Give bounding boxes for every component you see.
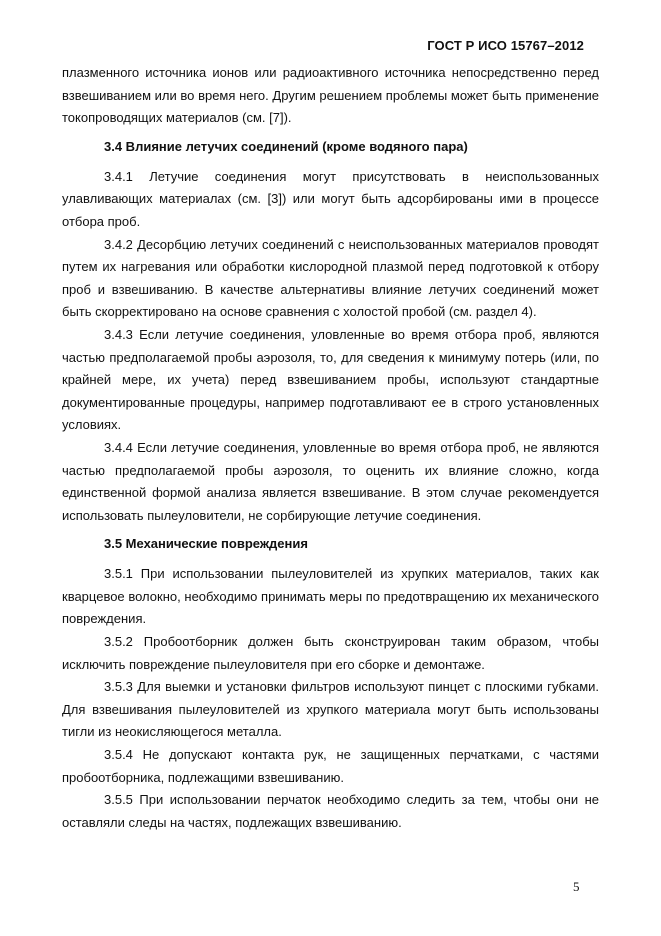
paragraph-3-5-1: 3.5.1 При использовании пылеуловителей из хрупких материалов, таких как кварцевое волокно, необходимо принимать меры по предотвращению их механического повреждения. (62, 566, 599, 627)
paragraph-3-5-2: 3.5.2 Пробоотборник должен быть сконструирован таким образом, чтобы исключить повреждение пылеуловителя при его сборке и демонтаже. (62, 634, 599, 672)
paragraph-3-5-3: 3.5.3 Для выемки и установки фильтров используют пинцет с плоскими губками. Для взвешивания пылеуловителей из хрупкого материала могут быть использованы тигли из неокисляющегося металла. (62, 679, 599, 740)
page-number: 5 (573, 879, 580, 894)
paragraph-3-4-3: 3.4.3 Если летучие соединения, уловленные во время отбора проб, являются частью предполагаемой пробы аэрозоля, то, для сведения к минимуму потерь (или, по крайней мере, их учета) перед взвешиванием пробы, используют стандартные документированные процедуры, например подготавливают ее в строго установленных условиях. (62, 326, 599, 433)
paragraph-3-4-1: 3.4.1 Летучие соединения могут присутствовать в неиспользованных улавливающих материалах (см. [3]) или могут быть адсорбированы ими в процессе отбора проб. (62, 168, 599, 229)
section-3-5-heading: 3.5 Механические повреждения (104, 536, 308, 552)
paragraph-3-4-4: 3.4.4 Если летучие соединения, уловленные во время отбора проб, не являются частью предполагаемой пробы аэрозоля, то оценить их влияние сложно, когда единственной формой анализа является взвешивание. В этом случае рекомендуется использовать пылеуловители, не сорбирующие летучие соединения. (62, 439, 599, 523)
section-3-4-heading: 3.4 Влияние летучих соединений (кроме водяного пара) (104, 138, 468, 154)
document-body (62, 62, 599, 834)
intro-paragraph: плазменного источника ионов или радиоактивного источника непосредственно перед взвешиванием или во время него. Другим решением проблемы может быть применение токопроводящих материалов (см. [7]). (62, 65, 599, 126)
paragraph-3-5-4: 3.5.4 Не допускают контакта рук, не защищенных перчатками, с частями пробоотборника, подлежащими взвешиванию. (62, 747, 599, 785)
document-header: ГОСТ Р ИСО 15767–2012 (427, 38, 584, 53)
paragraph-3-5-5: 3.5.5 При использовании перчаток необходимо следить за тем, чтобы они не оставляли следы на частях, подлежащих взвешиванию. (62, 792, 599, 830)
paragraph-3-4-2: 3.4.2 Десорбцию летучих соединений с неиспользованных материалов проводят путем их нагревания или обработки кислородной плазмой перед подготовкой к отбору проб и взвешиванию. В качестве альтернативы влияние летучих соединений может быть скорректировано на основе сравнения с холостой пробой (см. раздел 4). (62, 236, 599, 320)
